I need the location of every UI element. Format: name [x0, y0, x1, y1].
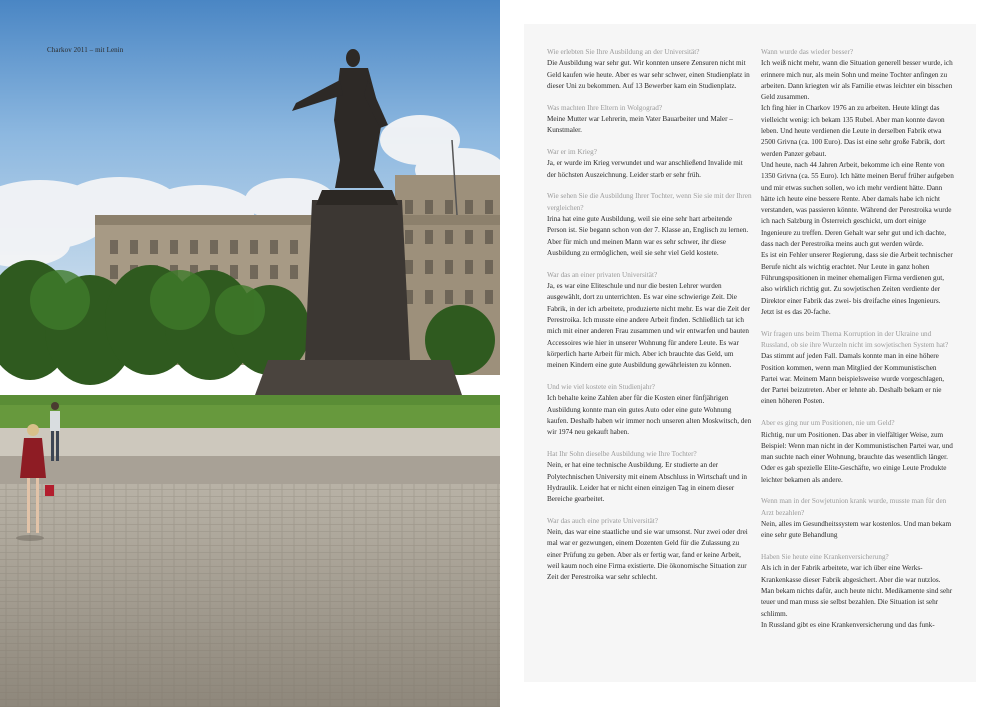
interview-question: Wir fragen uns beim Thema Korruption in der Ukraine und Russland, ob sie ihre Wurzeln nicht im sowjetischen System hat?	[761, 329, 949, 349]
interview-question: Wenn man in der Sowjetunion krank wurde, musste man für den Arzt bezahlen?	[761, 497, 947, 517]
interview-answer: Meine Mutter war Lehrerin, mein Vater Bauarbeiter und Maler – Kunstmaler.	[547, 114, 733, 135]
qa-block	[547, 382, 753, 438]
interview-answer: Das stimmt auf jeden Fall. Damals konnte man in eine höhere Position kommen, wenn man Mitglied der Kommunistischen Partei war. Meinem Mann beispielsweise wurde vorgeschlagen, der Partei beizutreten. Aber er lehnte ab. Deshalb bekam er nie einen höheren Posten.	[761, 352, 945, 406]
qa-block	[547, 47, 753, 92]
interview-answer: Die Ausbildung war sehr gut. Wir konnten unsere Zensuren nicht mit Geld kaufen wie heute. Aber es war sehr schwer, einen Studienplatz in dieser Uni zu bekommen. Auf 13 Bewerber kam ein Studienplatz.	[547, 59, 750, 90]
interview-question: Wie sehen Sie die Ausbildung Ihrer Tochter, wenn Sie sie mit der Ihren vergleichen?	[547, 192, 752, 212]
interview-answer: Richtig, nur um Positionen. Das aber in vielfältiger Weise, zum Beispiel: Wenn man nicht in der Kommunistischen Partei war, und man suchte nach einer Wohnung, brauchte das wesentlich länger. Oder es gab spezielle Elite-Geschäfte, wo einige Leute Produkte leichter bekamen als andere.	[761, 430, 953, 484]
interview-answer: Nein, das war eine staatliche und sie war umsonst. Nur zwei oder drei mal war er gezwungen, einem Dozenten Geld für die Zulassung zu einer Prüfung zu geben. Aber als er fertig war, fand er keine Arbeit, weil kaum noch eine Firma existierte. Die ökonomische Situation zur Zeit der Perestroika war sehr schlecht.	[547, 528, 748, 582]
qa-block	[547, 270, 753, 372]
interview-answer: Irina hat eine gute Ausbildung, weil sie eine sehr hart arbeitende Person ist. Sie begann schon von der 7. Klasse an, Englisch zu lernen. Aber für mich und meinen Mann war es sehr schwer, ihr diese Ausbildung zu ermöglichen, weil sie sehr viel Geld kostete.	[547, 215, 749, 257]
interview-question: Haben Sie heute eine Krankenversicherung?	[761, 553, 889, 562]
interview-question: Aber es ging nur um Positionen, nie um Geld?	[761, 419, 895, 428]
qa-block	[761, 47, 955, 318]
interview-answer: Ja, es war eine Eliteschule und nur die besten Lehrer wurden ausgewählt, dort zu unterrichten. Es war eine schwierige Zeit. Die Fabrik, in der ich arbeitete, produzierte nicht mehr. Es war die Zeit der Perestroika. Ich musste eine andere Arbeit finden. Schließlich tat ich mich mit einer anderen Frau zusammen und wir entwarfen und bauten Accessoires wie hier in unserer Wohnung für andere Leute. Es war körperlich harte Arbeit für mich. Aber ich brauchte das Geld, um meinen Kindern eine gute Ausbildung gewährleisten zu können.	[547, 282, 750, 370]
interview-question: Hat Ihr Sohn dieselbe Ausbildung wie Ihre Tochter?	[547, 449, 697, 458]
qa-block	[761, 496, 955, 541]
qa-block	[761, 329, 955, 408]
interview-answer: Ich weiß nicht mehr, wann die Situation generell besser wurde, ich erinnere mich nur, als mein Sohn und meine Tochter anfingen zu arbeiten. Dann kriegten wir als Familie etwas leichter ein bisschen Geld zusammen. Ich fing hier in Charkov 1976 an zu arbeiten. Heute klingt das vielleicht wenig: ich bekam 135 Rubel. Aber man konnte davon leben. Und heute verdienen die Leute in derselben Fabrik etwa 2500 Grivna (ca. 100 Euro). Das ist eine sehr große Fabrik, dort werden Panzer gebaut. Und heute, nach 44 Jahren Arbeit, bekomme ich eine Rente von 1350 Grivna (ca. 55 Euro). Ich hätte meinen Beruf früher aufgeben und mir etwas suchen sollen, wo ich mehr verdient hätte. Dann hätte ich heute eine bessere Rente. Aber damals habe ich nicht verstanden, was passieren könnte. Während der Perestroika wurde ich nach Salzburg in Österreich geschickt, um dort einige Ingenieure zu treffen. Deren Gehalt war sehr gut und ich dachte, dass nach der Perestroika meins auch gut werden würde. Es ist ein Fehler unserer Regierung, dass sie die Arbeit technischer Berufe nicht als wichtig erachtet. Nur Leute in ganz hohen Führungspositionen in meiner ehemaligen Firma verdienen gut, also wirklich richtig gut. Zu sowjetischen Zeiten verdiente der Direktor einer Fabrik das zwei- bis dreifache eines Ingenieurs. Jetzt ist es das 20-fache.	[761, 59, 954, 316]
qa-block	[761, 418, 955, 486]
interview-question: War das an einer privaten Universität?	[547, 270, 658, 279]
interview-answer: Ich behalte keine Zahlen aber für die Kosten einer fünfjährigen Ausbildung konnte man ein gutes Auto oder eine gute Wohnung kaufen. Deshalb haben wir immer noch unseren alten Moskwitsch, den wir 1974 neu gekauft haben.	[547, 394, 752, 437]
qa-block	[547, 516, 753, 584]
interview-question: Wie erlebten Sie Ihre Ausbildung an der Universität?	[547, 48, 700, 56]
interview-answer: Als ich in der Fabrik arbeitete, war ich über eine Werks-Krankenkasse dieser Fabrik abgesichert. Aber die war nutzlos. Man bekam nichts dafür, auch heute nicht. Medikamente sind sehr teuer und man muss sie selbst bezahlen. Die Situation ist sehr schlimm. In Russland gibt es eine Krankenversicherung und das funk-	[761, 564, 953, 629]
interview-question: Wann wurde das wieder besser?	[761, 48, 854, 56]
interview-question: Und wie viel kostete ein Studienjahr?	[547, 382, 655, 391]
qa-block	[547, 147, 753, 181]
qa-block	[547, 449, 753, 505]
interview-answer: Nein, er hat eine technische Ausbildung. Er studierte an der Polytechnischen University mit einem Abschluss in Wirtschaft und in Hydraulik. Leider hat er nicht einen einzigen Tag in einem dieser Bereiche gearbeitet.	[547, 461, 748, 504]
interview-answer: Ja, er wurde im Krieg verwundet und war anschließend Invalide mit der höchsten Auszeichnung. Leider starb er sehr früh.	[547, 159, 743, 179]
interview-text-page	[524, 24, 976, 682]
qa-block	[547, 191, 753, 259]
interview-answer: Nein, alles im Gesundheitssystem war kostenlos. Und man bekam eine sehr gute Behandlung	[761, 520, 952, 540]
qa-block	[547, 103, 753, 137]
photo-caption: Charkov 2011 – mit Lenin	[47, 46, 124, 54]
right-text-column	[761, 47, 955, 642]
interview-question: War er im Krieg?	[547, 148, 597, 157]
left-text-column	[547, 47, 753, 594]
qa-block	[761, 552, 955, 631]
interview-question: War das auch eine private Universität?	[547, 516, 658, 525]
interview-question: Was machten Ihre Eltern in Wolgograd?	[547, 103, 663, 112]
